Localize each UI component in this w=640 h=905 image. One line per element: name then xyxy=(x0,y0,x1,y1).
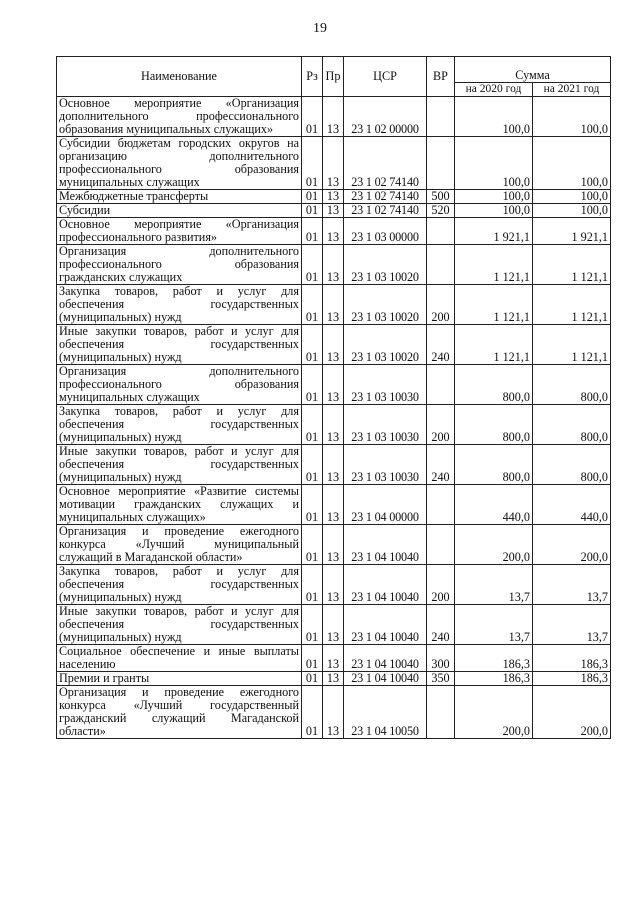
table-row xyxy=(57,445,611,485)
header-csr: ЦСР xyxy=(344,57,427,97)
row-name: Межбюджетные трансферты xyxy=(57,190,302,204)
row-pr: 13 xyxy=(323,645,344,672)
row-sum-2021: 13,7 xyxy=(533,605,611,645)
row-sum-2020: 440,0 xyxy=(455,485,533,525)
row-rz: 01 xyxy=(302,672,323,686)
row-csr: 23 1 04 10040 xyxy=(344,672,427,686)
row-sum-2021: 1 121,1 xyxy=(533,285,611,325)
row-sum-2021: 186,3 xyxy=(533,672,611,686)
row-sum-2020: 100,0 xyxy=(455,204,533,218)
table-row xyxy=(57,405,611,445)
row-pr: 13 xyxy=(323,565,344,605)
header-year-2021: на 2021 год xyxy=(533,83,611,97)
row-sum-2021: 13,7 xyxy=(533,565,611,605)
table-header xyxy=(57,57,611,97)
row-csr: 23 1 02 74140 xyxy=(344,137,427,190)
row-rz: 01 xyxy=(302,285,323,325)
row-rz: 01 xyxy=(302,218,323,245)
row-rz: 01 xyxy=(302,645,323,672)
row-rz: 01 xyxy=(302,325,323,365)
row-sum-2021: 100,0 xyxy=(533,137,611,190)
table-row xyxy=(57,525,611,565)
row-sum-2020: 1 121,1 xyxy=(455,325,533,365)
row-rz: 01 xyxy=(302,605,323,645)
row-vr: 300 xyxy=(427,645,455,672)
row-vr: 200 xyxy=(427,565,455,605)
row-sum-2021: 800,0 xyxy=(533,445,611,485)
row-vr xyxy=(427,218,455,245)
row-name: Основное мероприятие «Развитие системы мотивации гражданских служащих и муниципальных служащих» xyxy=(57,485,302,525)
table-row xyxy=(57,672,611,686)
table-row xyxy=(57,325,611,365)
table-row xyxy=(57,565,611,605)
table-row xyxy=(57,365,611,405)
row-sum-2021: 440,0 xyxy=(533,485,611,525)
row-csr: 23 1 02 74140 xyxy=(344,190,427,204)
row-vr xyxy=(427,686,455,739)
row-name: Премии и гранты xyxy=(57,672,302,686)
row-sum-2020: 186,3 xyxy=(455,672,533,686)
table-row xyxy=(57,97,611,137)
table-row xyxy=(57,204,611,218)
row-rz: 01 xyxy=(302,204,323,218)
row-rz: 01 xyxy=(302,190,323,204)
row-name: Социальное обеспечение и иные выплаты населению xyxy=(57,645,302,672)
row-sum-2020: 800,0 xyxy=(455,365,533,405)
row-vr: 240 xyxy=(427,445,455,485)
table-row xyxy=(57,686,611,739)
budget-table xyxy=(56,56,611,739)
row-vr: 500 xyxy=(427,190,455,204)
row-csr: 23 1 02 00000 xyxy=(344,97,427,137)
row-csr: 23 1 03 10030 xyxy=(344,445,427,485)
row-vr xyxy=(427,485,455,525)
header-vr: ВР xyxy=(427,57,455,97)
row-vr: 240 xyxy=(427,605,455,645)
row-sum-2021: 186,3 xyxy=(533,645,611,672)
page-number: 19 xyxy=(313,21,327,36)
row-sum-2020: 100,0 xyxy=(455,190,533,204)
row-rz: 01 xyxy=(302,245,323,285)
row-csr: 23 1 03 10020 xyxy=(344,245,427,285)
row-name: Организация и проведение ежегодного конкурса «Лучший муниципальный служащий в Магаданской области» xyxy=(57,525,302,565)
row-csr: 23 1 04 10040 xyxy=(344,605,427,645)
row-vr xyxy=(427,525,455,565)
row-vr: 240 xyxy=(427,325,455,365)
row-pr: 13 xyxy=(323,137,344,190)
row-sum-2021: 200,0 xyxy=(533,686,611,739)
row-name: Закупка товаров, работ и услуг для обеспечения государственных (муниципальных) нужд xyxy=(57,565,302,605)
row-csr: 23 1 04 10040 xyxy=(344,565,427,605)
row-pr: 13 xyxy=(323,672,344,686)
row-rz: 01 xyxy=(302,565,323,605)
row-sum-2020: 1 121,1 xyxy=(455,285,533,325)
row-rz: 01 xyxy=(302,525,323,565)
row-sum-2021: 1 921,1 xyxy=(533,218,611,245)
table-row xyxy=(57,645,611,672)
row-sum-2021: 100,0 xyxy=(533,204,611,218)
row-sum-2020: 186,3 xyxy=(455,645,533,672)
row-name: Иные закупки товаров, работ и услуг для обеспечения государственных (муниципальных) нужд xyxy=(57,445,302,485)
table-row xyxy=(57,190,611,204)
row-csr: 23 1 04 10050 xyxy=(344,686,427,739)
header-sum: Сумма xyxy=(455,57,611,83)
table-row xyxy=(57,605,611,645)
header-rz: Рз xyxy=(302,57,323,97)
row-vr xyxy=(427,97,455,137)
row-pr: 13 xyxy=(323,325,344,365)
row-pr: 13 xyxy=(323,605,344,645)
table-row xyxy=(57,218,611,245)
row-name: Организация дополнительного профессионального образования муниципальных служащих xyxy=(57,365,302,405)
table-row xyxy=(57,245,611,285)
row-vr: 200 xyxy=(427,285,455,325)
row-name: Основное мероприятие «Организация профессионального развития» xyxy=(57,218,302,245)
row-csr: 23 1 03 00000 xyxy=(344,218,427,245)
row-csr: 23 1 03 10020 xyxy=(344,325,427,365)
row-pr: 13 xyxy=(323,365,344,405)
row-vr: 350 xyxy=(427,672,455,686)
row-vr xyxy=(427,137,455,190)
row-pr: 13 xyxy=(323,97,344,137)
header-name: Наименование xyxy=(57,57,302,97)
row-rz: 01 xyxy=(302,686,323,739)
row-sum-2021: 1 121,1 xyxy=(533,245,611,285)
row-rz: 01 xyxy=(302,97,323,137)
row-csr: 23 1 04 10040 xyxy=(344,645,427,672)
row-pr: 13 xyxy=(323,245,344,285)
row-sum-2020: 800,0 xyxy=(455,445,533,485)
row-sum-2020: 1 121,1 xyxy=(455,245,533,285)
row-csr: 23 1 03 10030 xyxy=(344,365,427,405)
row-vr: 520 xyxy=(427,204,455,218)
row-pr: 13 xyxy=(323,285,344,325)
row-sum-2020: 200,0 xyxy=(455,686,533,739)
row-csr: 23 1 02 74140 xyxy=(344,204,427,218)
row-sum-2020: 200,0 xyxy=(455,525,533,565)
row-pr: 13 xyxy=(323,525,344,565)
header-pr: Пр xyxy=(323,57,344,97)
row-sum-2020: 13,7 xyxy=(455,565,533,605)
row-rz: 01 xyxy=(302,365,323,405)
row-pr: 13 xyxy=(323,686,344,739)
table-row xyxy=(57,137,611,190)
row-name: Закупка товаров, работ и услуг для обеспечения государственных (муниципальных) нужд xyxy=(57,285,302,325)
table-body xyxy=(57,97,611,739)
table-row xyxy=(57,485,611,525)
row-sum-2020: 1 921,1 xyxy=(455,218,533,245)
row-sum-2021: 100,0 xyxy=(533,97,611,137)
row-csr: 23 1 03 10030 xyxy=(344,405,427,445)
row-name: Основное мероприятие «Организация дополнительного профессионального образования муниципальных служащих» xyxy=(57,97,302,137)
row-sum-2020: 100,0 xyxy=(455,97,533,137)
row-name: Субсидии xyxy=(57,204,302,218)
row-pr: 13 xyxy=(323,405,344,445)
row-sum-2020: 100,0 xyxy=(455,137,533,190)
row-rz: 01 xyxy=(302,137,323,190)
row-pr: 13 xyxy=(323,485,344,525)
row-csr: 23 1 04 10040 xyxy=(344,525,427,565)
row-sum-2020: 800,0 xyxy=(455,405,533,445)
row-name: Организация и проведение ежегодного конкурса «Лучший государственный гражданский служащий Магаданской области» xyxy=(57,686,302,739)
row-sum-2021: 200,0 xyxy=(533,525,611,565)
row-csr: 23 1 03 10020 xyxy=(344,285,427,325)
row-sum-2021: 1 121,1 xyxy=(533,325,611,365)
header-year-2020: на 2020 год xyxy=(455,83,533,97)
row-sum-2021: 800,0 xyxy=(533,405,611,445)
row-pr: 13 xyxy=(323,204,344,218)
row-name: Иные закупки товаров, работ и услуг для обеспечения государственных (муниципальных) нужд xyxy=(57,605,302,645)
row-vr xyxy=(427,365,455,405)
row-rz: 01 xyxy=(302,485,323,525)
row-sum-2021: 800,0 xyxy=(533,365,611,405)
row-pr: 13 xyxy=(323,190,344,204)
row-name: Организация дополнительного профессионального образования гражданских служащих xyxy=(57,245,302,285)
row-pr: 13 xyxy=(323,445,344,485)
row-pr: 13 xyxy=(323,218,344,245)
row-name: Иные закупки товаров, работ и услуг для обеспечения государственных (муниципальных) нужд xyxy=(57,325,302,365)
row-csr: 23 1 04 00000 xyxy=(344,485,427,525)
row-vr: 200 xyxy=(427,405,455,445)
row-rz: 01 xyxy=(302,405,323,445)
row-sum-2021: 100,0 xyxy=(533,190,611,204)
row-sum-2020: 13,7 xyxy=(455,605,533,645)
table-row xyxy=(57,285,611,325)
row-name: Субсидии бюджетам городских округов на организацию дополнительного профессионального образования муниципальных служащих xyxy=(57,137,302,190)
row-name: Закупка товаров, работ и услуг для обеспечения государственных (муниципальных) нужд xyxy=(57,405,302,445)
row-rz: 01 xyxy=(302,445,323,485)
row-vr xyxy=(427,245,455,285)
